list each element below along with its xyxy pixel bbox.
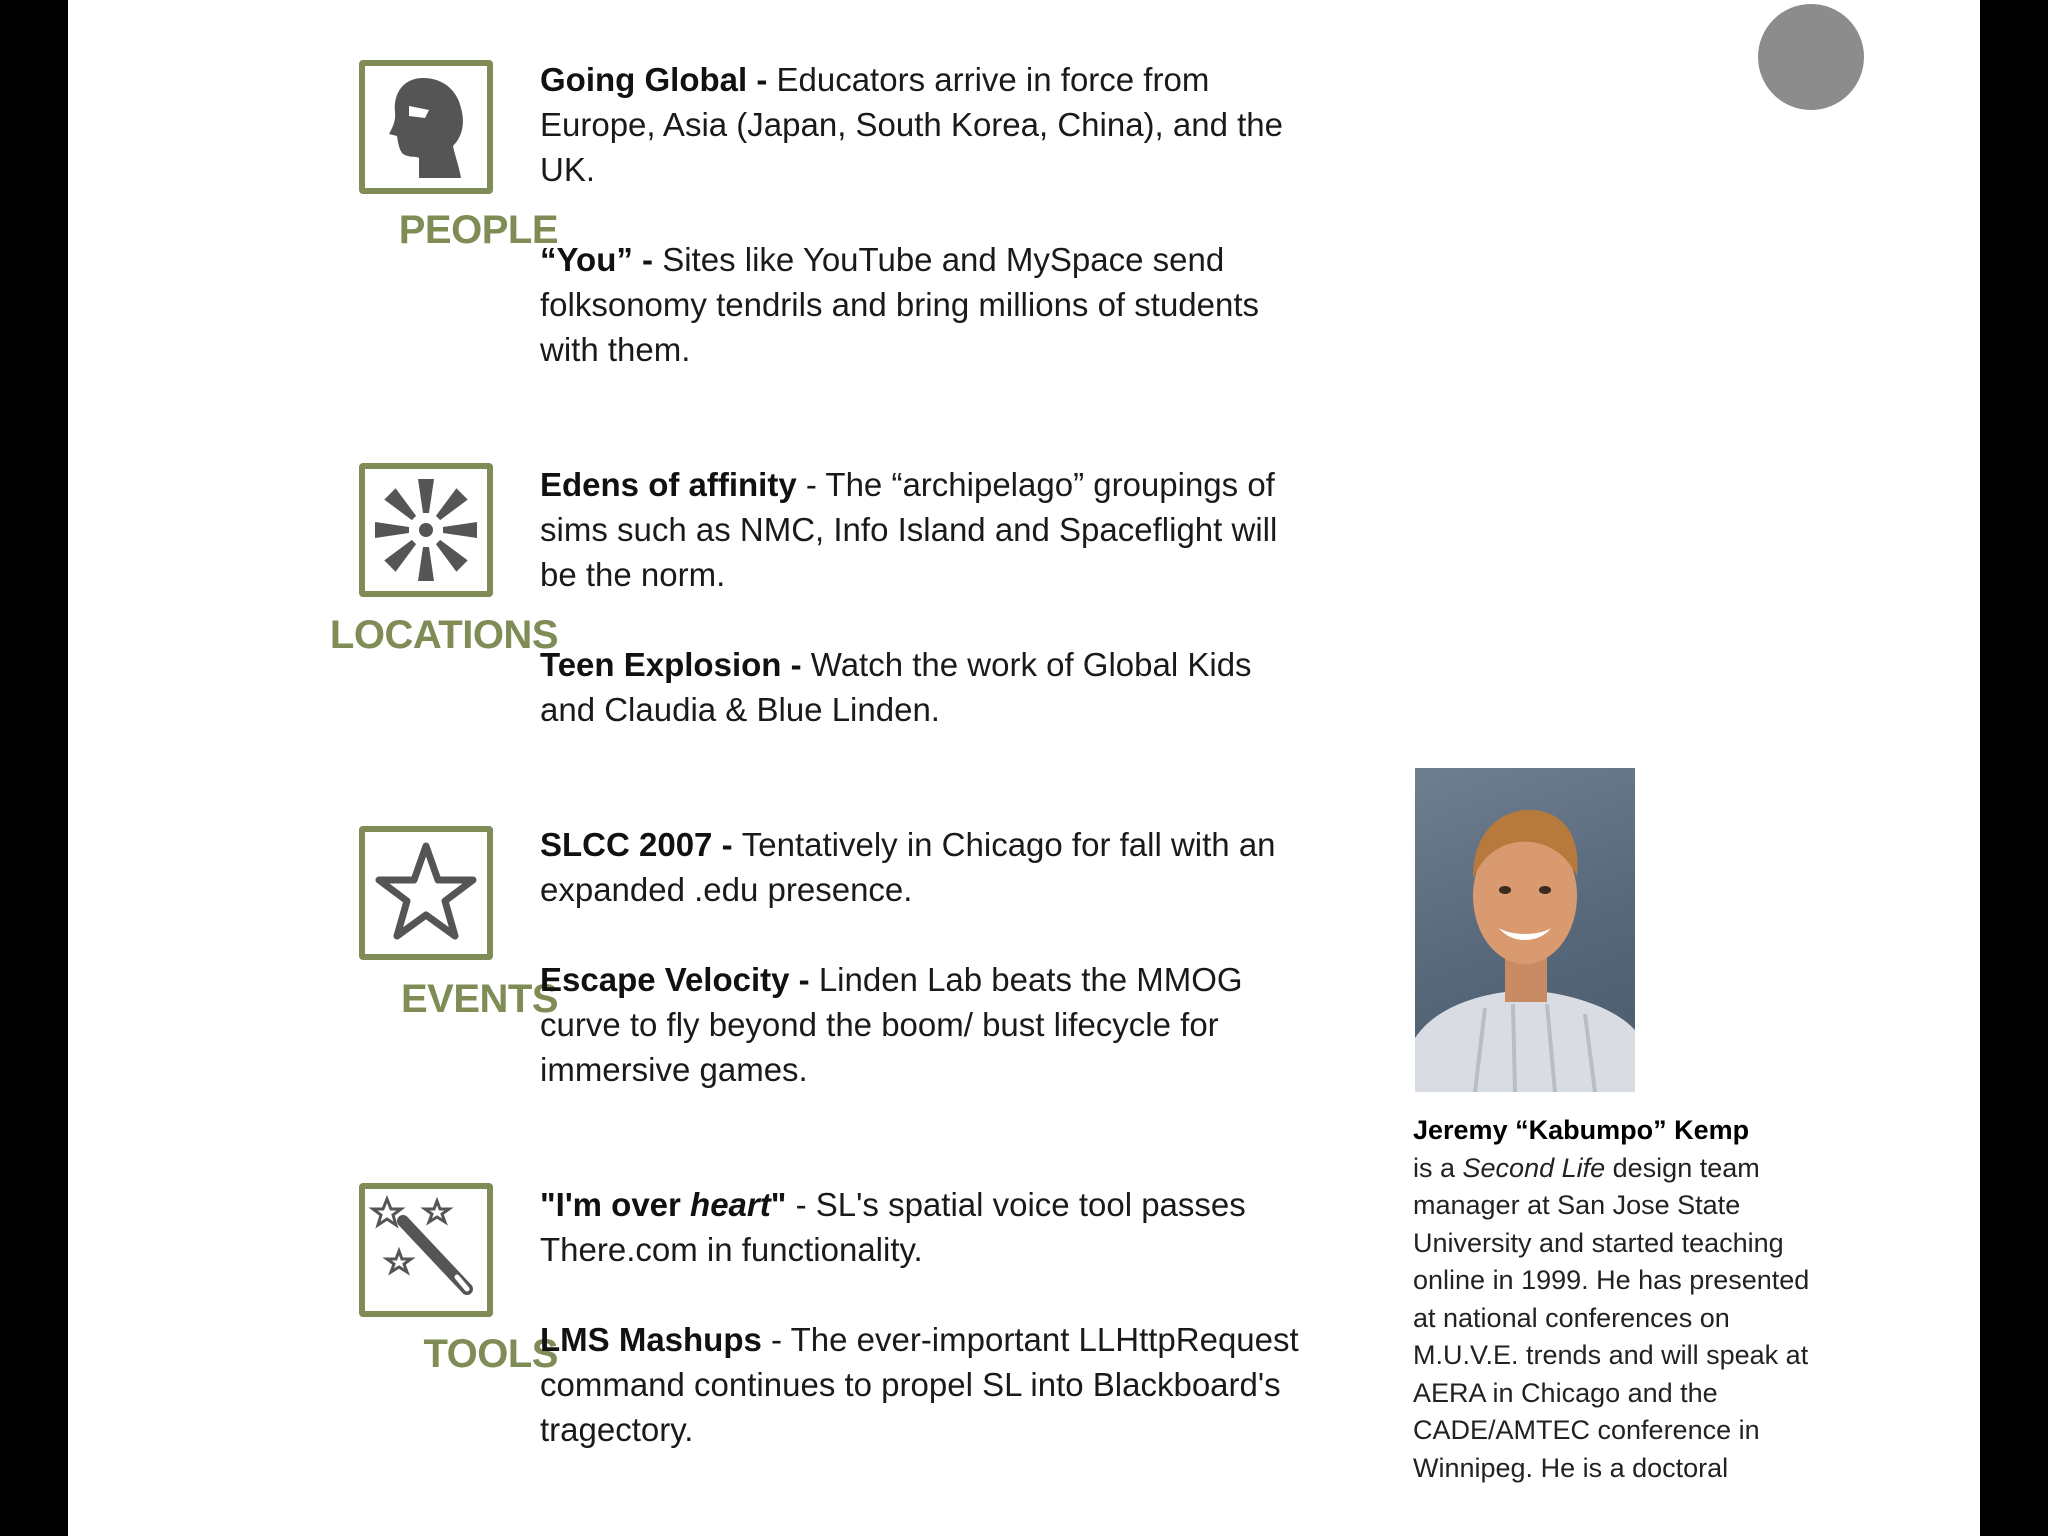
bio-text-emphasis: Second Life	[1462, 1152, 1606, 1183]
item-body: SL's spatial voice tool passes There.com in functionality.	[540, 1186, 1246, 1268]
category-label-locations: LOCATIONS	[329, 613, 558, 657]
item-separator: -	[632, 241, 663, 278]
item-body: Educators arrive in force from Europe, Asia (Japan, South Korea, China), and the UK.	[540, 61, 1283, 188]
item-going-global	[540, 57, 1300, 192]
category-label-people: PEOPLE	[398, 208, 558, 252]
item-separator: -	[786, 1186, 816, 1223]
item-body: The ever-important LLHttpRequest command continues to propel SL into Blackboard's tragectory.	[540, 1321, 1299, 1448]
item-separator: -	[747, 61, 777, 98]
newsletter-page	[68, 0, 1980, 1536]
bio-text: design team manager at San Jose State University and started teaching online in 1999. He has presented at national conferences on M.U.V.E. trends and will speak at AERA in Chicago and the CADE/AMTEC conference in Winnipeg. He is a doctoral	[1413, 1152, 1810, 1483]
item-separator: -	[796, 466, 826, 503]
person-profile-icon	[359, 60, 493, 194]
bio-text-prefix: is a	[1413, 1152, 1463, 1183]
item-lms-mashups	[540, 1317, 1300, 1452]
item-separator: -	[781, 646, 811, 683]
item-body: The “archipelago” groupings of sims such as NMC, Info Island and Spaceflight will be the norm.	[540, 466, 1278, 593]
item-title: Escape Velocity	[540, 961, 790, 998]
author-bio	[1413, 1112, 1833, 1487]
item-body: Watch the work of Global Kids and Claudia & Blue Linden.	[540, 646, 1252, 728]
category-label-events: EVENTS	[400, 977, 558, 1021]
wheel-icon	[359, 463, 493, 597]
item-body: Sites like YouTube and MySpace send folksonomy tendrils and bring millions of students with them.	[540, 241, 1260, 368]
item-title-prefix: "I'm over	[540, 1186, 691, 1223]
item-separator: -	[761, 1321, 791, 1358]
author-name: Jeremy “Kabumpo” Kemp	[1413, 1115, 1750, 1145]
item-title-suffix: "	[770, 1186, 787, 1223]
item-title: Teen Explosion	[540, 646, 782, 683]
item-teen-explosion	[540, 642, 1300, 732]
item-title-emphasis: heart	[690, 1186, 771, 1223]
decorative-circle	[1758, 4, 1864, 110]
item-title: “You”	[540, 241, 633, 278]
item-body: Linden Lab beats the MMOG curve to fly beyond the boom/ bust lifecycle for immersive games.	[540, 961, 1243, 1088]
item-slcc-2007	[540, 822, 1300, 912]
item-separator: -	[712, 826, 742, 863]
item-body: Tentatively in Chicago for fall with an expanded .edu presence.	[540, 826, 1276, 908]
category-label-tools: TOOLS	[423, 1332, 558, 1376]
item-title: Edens of affinity	[540, 466, 797, 503]
item-im-over-heart	[540, 1182, 1300, 1272]
magic-wand-icon	[359, 1183, 493, 1317]
star-icon	[359, 826, 493, 960]
item-you	[540, 237, 1300, 372]
item-title: SLCC 2007	[540, 826, 713, 863]
item-separator: -	[789, 961, 819, 998]
item-title: LMS Mashups	[540, 1321, 762, 1358]
author-photo	[1415, 768, 1635, 1092]
item-title: Going Global	[540, 61, 748, 98]
item-escape-velocity	[540, 957, 1300, 1092]
item-edens-of-affinity	[540, 462, 1300, 597]
